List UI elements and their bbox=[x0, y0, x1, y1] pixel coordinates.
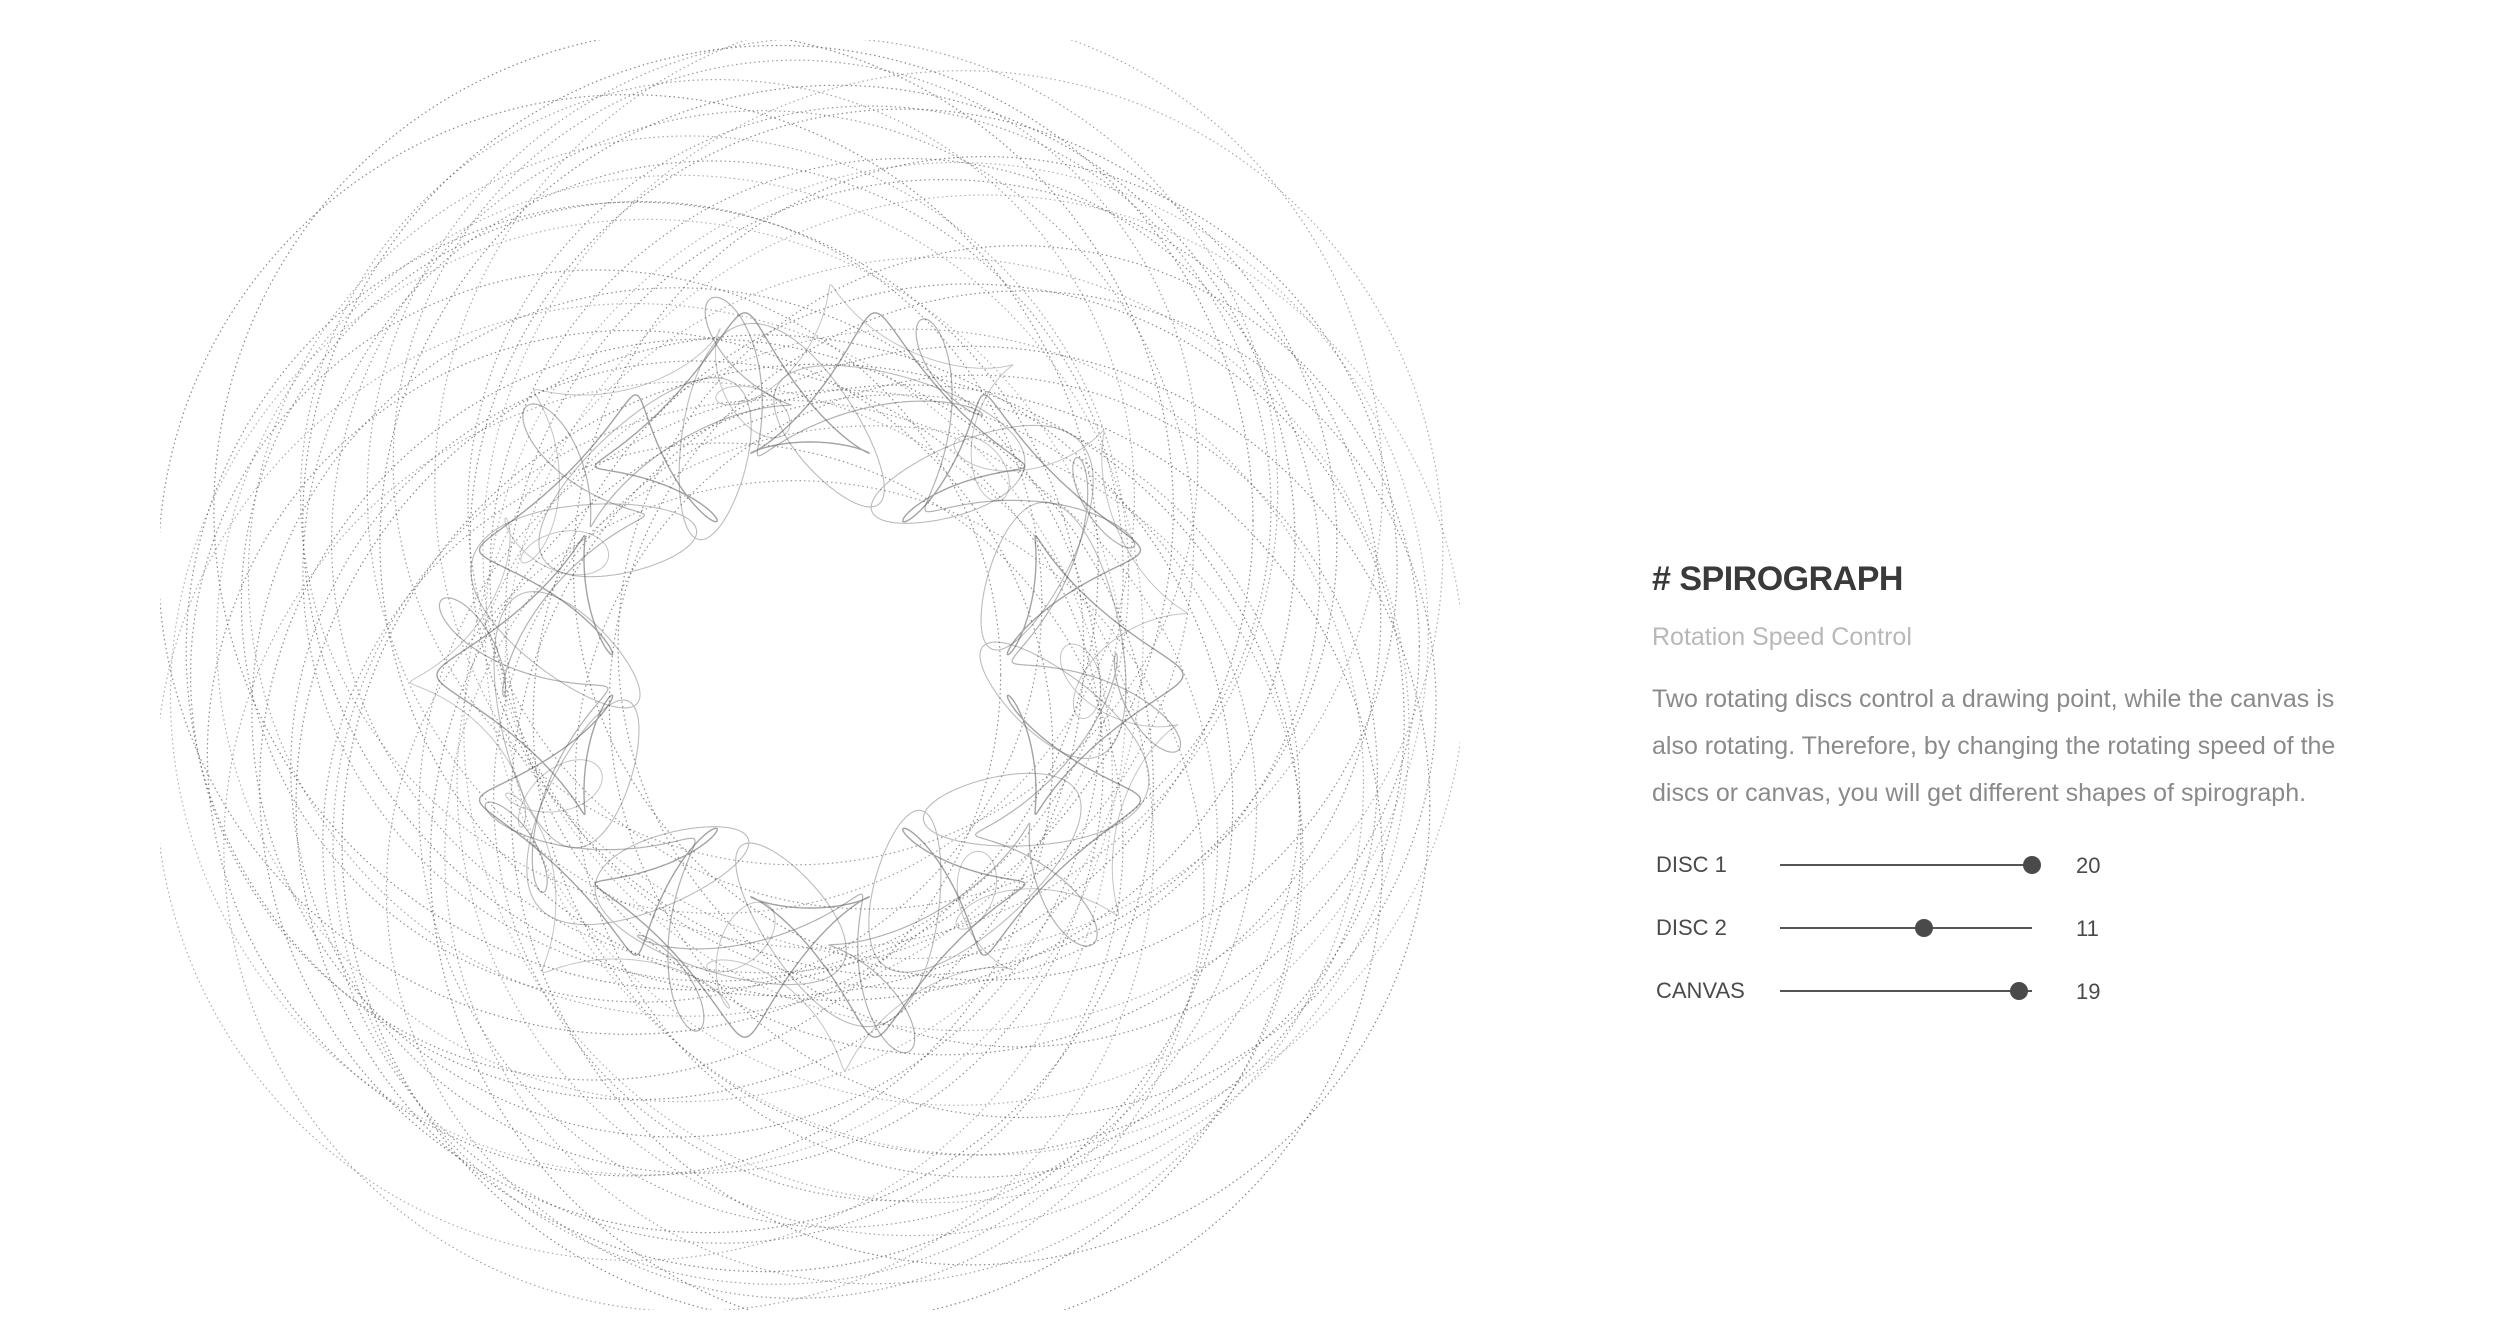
orbit-circle bbox=[160, 304, 1112, 1261]
canvas-label: CANVAS bbox=[1656, 978, 1745, 1003]
orbit-circle bbox=[393, 60, 1198, 865]
orbit-circle bbox=[470, 109, 1337, 976]
orbit-circle bbox=[464, 257, 1409, 1202]
orbit-circle bbox=[505, 195, 1460, 1155]
orbit-circle bbox=[533, 284, 1404, 1155]
slider-row-canvas bbox=[1652, 971, 2372, 1034]
canvas-value: 19 bbox=[2076, 979, 2101, 1004]
orbit-circle bbox=[303, 161, 1123, 981]
disc-1-slider-handle[interactable] bbox=[2023, 856, 2041, 874]
spirograph-trace bbox=[471, 323, 1149, 1026]
orbit-circle bbox=[191, 270, 1001, 1080]
orbit-circle bbox=[483, 71, 1443, 1031]
orbit-circle bbox=[435, 40, 1383, 959]
disc-1-value: 20 bbox=[2076, 853, 2101, 878]
section-subtitle: Rotation Speed Control bbox=[1652, 623, 1912, 651]
orbit-circle bbox=[490, 159, 1320, 989]
orbit-circle bbox=[342, 364, 1301, 1310]
spirograph-trace bbox=[410, 285, 1187, 1070]
disc-1-label: DISC 1 bbox=[1656, 852, 1727, 877]
orbit-circle bbox=[323, 443, 1123, 1243]
orbit-circle bbox=[291, 361, 1103, 1173]
orbit-circle bbox=[217, 175, 1143, 1101]
orbit-circle bbox=[575, 375, 1377, 1177]
page-title: # SPIROGRAPH bbox=[1652, 560, 1903, 598]
canvas-slider-handle[interactable] bbox=[2010, 982, 2028, 1000]
orbit-circle bbox=[419, 390, 1256, 1227]
disc-2-slider-handle[interactable] bbox=[1915, 919, 1933, 937]
disc-2-value: 11 bbox=[2076, 916, 2099, 941]
orbit-circle bbox=[445, 426, 1303, 1284]
slider-row-disc-1 bbox=[1652, 845, 2372, 908]
orbit-circle bbox=[367, 40, 1277, 948]
orbit-circle bbox=[241, 202, 1041, 1002]
disc-1-slider[interactable] bbox=[1780, 864, 2032, 866]
description-text: Two rotating discs control a drawing point, while the canvas is also rotating. Therefore, by changing the rotating speed of the discs or canvas, you will get different shapes of spirograph. bbox=[1652, 685, 2336, 807]
slider-row-disc-2 bbox=[1652, 908, 2372, 971]
orbit-circle bbox=[301, 80, 1135, 914]
orbit-circle bbox=[171, 219, 1127, 1175]
spirograph-canvas bbox=[160, 40, 1460, 1310]
canvas-slider[interactable] bbox=[1780, 990, 2032, 992]
orbit-circle bbox=[260, 339, 1154, 1233]
orbit-circle bbox=[505, 180, 1380, 1055]
disc-2-label: DISC 2 bbox=[1656, 915, 1727, 940]
disc-2-slider[interactable] bbox=[1780, 927, 2032, 929]
orbit-circle bbox=[574, 157, 1398, 981]
control-panel bbox=[1652, 556, 2372, 1034]
speed-controls bbox=[1652, 845, 2372, 1034]
